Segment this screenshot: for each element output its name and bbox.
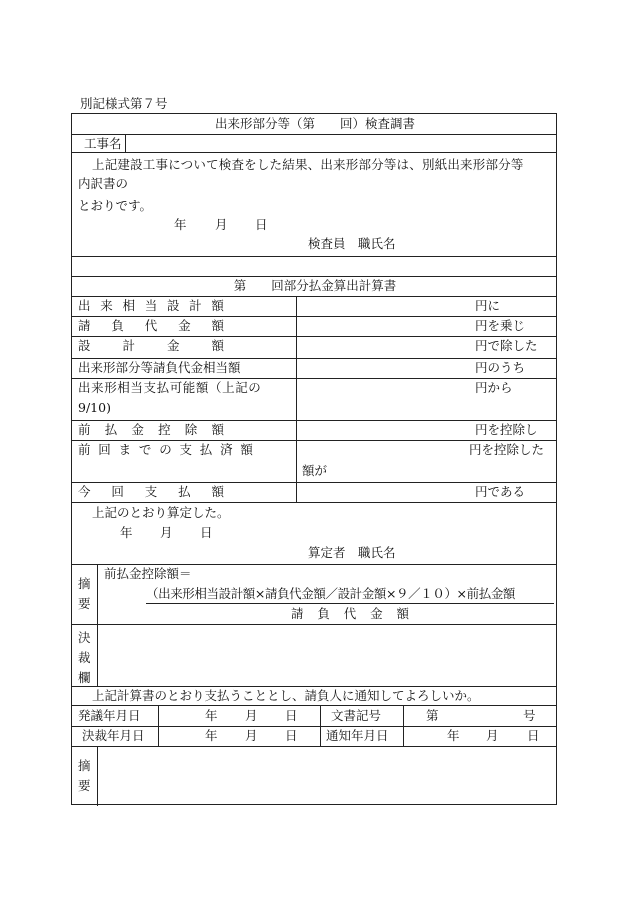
decision-date-year: 年 [205,728,218,743]
notice-date-label: 通知年月日 [326,728,389,743]
calc-row-suffix: 円である [475,484,526,499]
form-id: 別記様式第７号 [80,96,168,111]
rule [72,152,556,153]
formula-denominator: 請 負 代 金 額 [291,606,409,621]
rule [72,482,556,483]
rule [72,358,556,359]
inspection-date-month: 月 [215,217,228,232]
remarks-label: 摘要 [78,758,91,793]
calc-row-suffix: 円のうち [475,360,526,375]
calc-title: 第 回部分払金算出計算書 [233,278,397,293]
inspection-date-day: 日 [255,217,268,232]
inspection-text-line2: 内訳書の [78,176,129,191]
decision-date-day: 日 [285,728,298,743]
calc-date-month: 月 [160,525,173,540]
rule [72,624,556,625]
rule [72,378,556,379]
calc-row-suffix: 円を控除した [469,442,545,457]
rule [72,705,556,706]
rule [72,502,556,503]
calc-row-label: 設 計 金 額 [78,338,224,353]
work-name-label: 工事名 [84,136,122,151]
calc-date-year: 年 [120,525,133,540]
calc-row-suffix: 円を乗じ [475,318,526,333]
inspection-form [71,113,557,805]
rule [125,134,126,152]
calc-row-suffix-cont: 額が [302,463,328,478]
calc-row-label-cont: 9/10) [78,400,111,415]
notice-date-month: 月 [486,728,499,743]
inspection-text-line3: とおりです。 [78,198,153,213]
rule [72,564,556,565]
rule [72,256,556,257]
calculator-label: 算定者 職氏名 [308,545,396,560]
rule [97,746,98,806]
rule [296,296,297,502]
rule [158,705,159,746]
formula-numerator: （出来形相当設計額×請負代金額／設計金額×９／１０）×前払金額 [146,586,516,601]
calc-date-day: 日 [200,525,213,540]
inspector-label: 検査員 職氏名 [308,236,396,251]
rule [72,420,556,421]
issue-date-month: 月 [245,708,258,723]
calc-row-label: 出 来 相 当 設 計 額 [78,298,224,313]
inspection-text-line1: 上記建設工事について検査をした結果、出来形部分等は、別紙出来形部分等 [92,157,524,172]
calc-row-suffix: 円を控除し [475,422,538,437]
calc-confirm: 上記のとおり算定した。 [92,505,230,520]
issue-date-year: 年 [205,708,218,723]
notice-date-year: 年 [447,728,460,743]
rule [97,564,98,686]
calc-row-label: 請 負 代 金 額 [78,318,224,333]
doc-number-label: 文書記号 [331,708,382,723]
decision-label: 決裁欄 [78,630,91,685]
calc-row-suffix: 円から [475,380,513,395]
calc-row-label: 前 払 金 控 除 額 [78,422,224,437]
rule [320,705,321,746]
doc-number-suffix: 号 [523,708,536,723]
rule [72,686,556,687]
doc-number-prefix: 第 [426,708,439,723]
decision-date-month: 月 [245,728,258,743]
notice-date-day: 日 [527,728,540,743]
rule [72,726,556,727]
rule [72,316,556,317]
calc-row-label: 出来形相当支払可能額（上記の [78,380,262,395]
calc-row-suffix: 円に [475,298,501,313]
calc-row-suffix: 円で除した [475,338,538,353]
calc-row-label: 今 回 支 払 額 [78,484,224,499]
rule [403,705,404,746]
decision-date-label: 決裁年月日 [82,728,145,743]
rule [72,440,556,441]
form-title: 出来形部分等（第 回）検査調書 [214,116,415,131]
fraction-bar [146,603,554,604]
rule [72,296,556,297]
issue-date-day: 日 [285,708,298,723]
inspection-date-year: 年 [174,217,187,232]
calc-row-label: 前 回 ま で の 支 払 済 額 [78,442,253,457]
rule [72,276,556,277]
rule [72,746,556,747]
rule [72,336,556,337]
summary-label: 摘要 [78,576,91,611]
calc-row-label: 出来形部分等請負代金相当額 [78,360,241,375]
notice-text: 上記計算書のとおり支払うこととし、請負人に通知してよろしいか。 [92,688,480,703]
issue-date-label: 発議年月日 [78,708,141,723]
formula-label: 前払金控除額＝ [104,566,192,581]
rule [72,134,556,135]
